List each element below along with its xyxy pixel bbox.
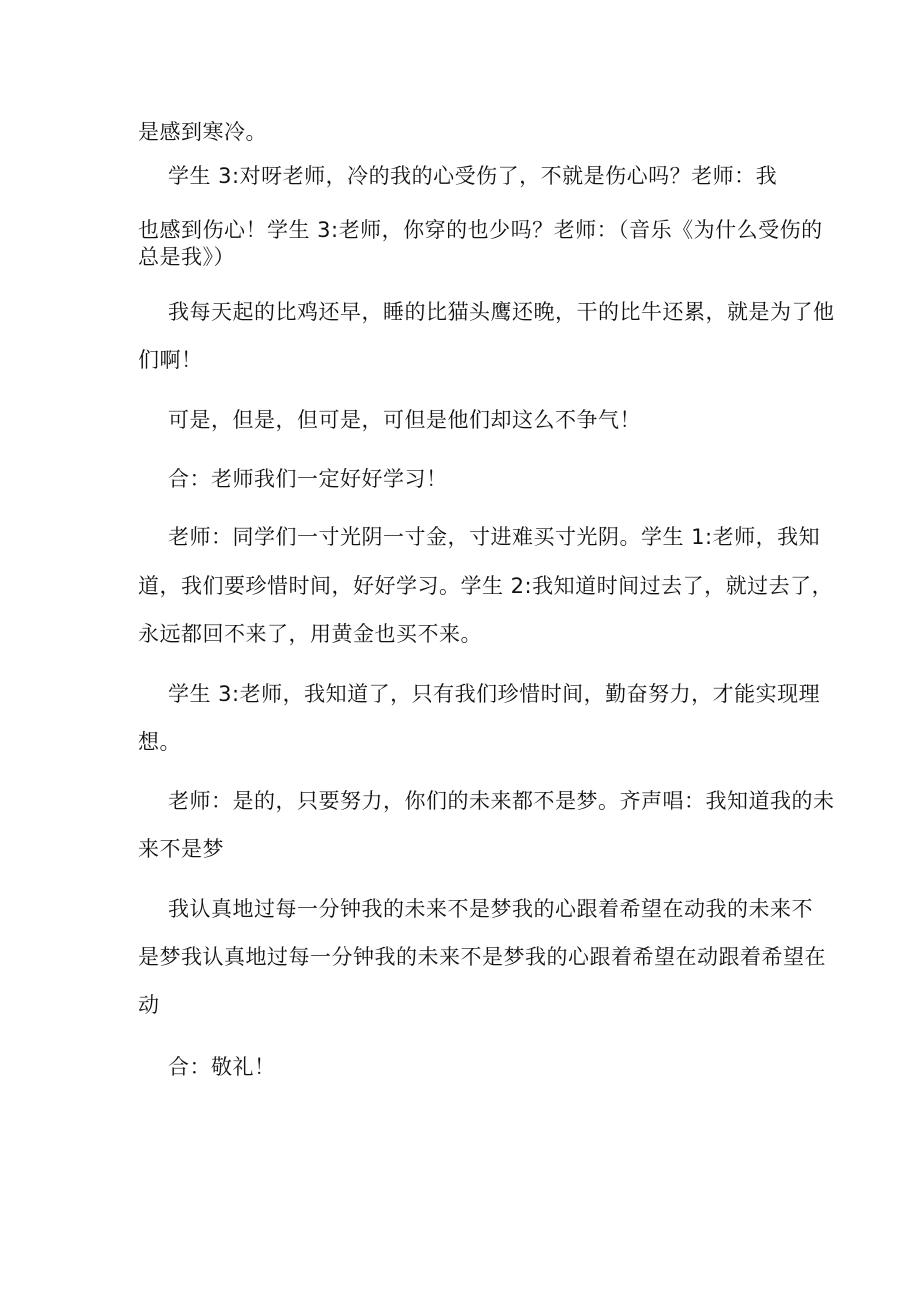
text-line: 学生 3:老师，我知道了，只有我们珍惜时间，勤奋努力，才能实现理 [168,682,821,706]
text-line: 也感到伤心！学生 3:老师，你穿的也少吗？老师：（音乐《为什么受伤的 [138,218,823,242]
text-line: 总是我》） [138,245,235,269]
text-line: 学生 3:对呀老师，冷的我的心受伤了，不就是伤心吗？老师：我 [168,164,778,188]
text-line: 老师：是的，只要努力，你们的未来都不是梦。齐声唱：我知道我的未 [168,789,835,813]
text-line: 来不是梦 [138,837,224,861]
text-line: 想。 [138,730,181,754]
text-line: 老师：同学们一寸光阴一寸金，寸进难买寸光阴。学生 1:老师，我知 [168,525,821,549]
text-line: 我认真地过每一分钟我的未来不是梦我的心跟着希望在动我的未来不 [168,897,813,921]
text-line: 合：老师我们一定好好学习！ [168,467,448,491]
text-line: 合：敬礼！ [168,1055,276,1079]
text-line: 是感到寒冷。 [138,120,267,144]
text-line: 是梦我认真地过每一分钟我的未来不是梦我的心跟着希望在动跟着希望在 [138,945,826,969]
text-line: 们啊！ [138,348,203,372]
text-line: 永远都回不来了，用黄金也买不来。 [138,622,482,646]
text-line: 道，我们要珍惜时间，好好学习。学生 2:我知道时间过去了，就过去了， [138,574,834,598]
text-line: 动 [138,993,160,1017]
text-line: 我每天起的比鸡还早，睡的比猫头鹰还晚，干的比牛还累，就是为了他 [168,300,835,324]
text-line: 可是，但是，但可是，可但是他们却这么不争气！ [168,408,641,432]
